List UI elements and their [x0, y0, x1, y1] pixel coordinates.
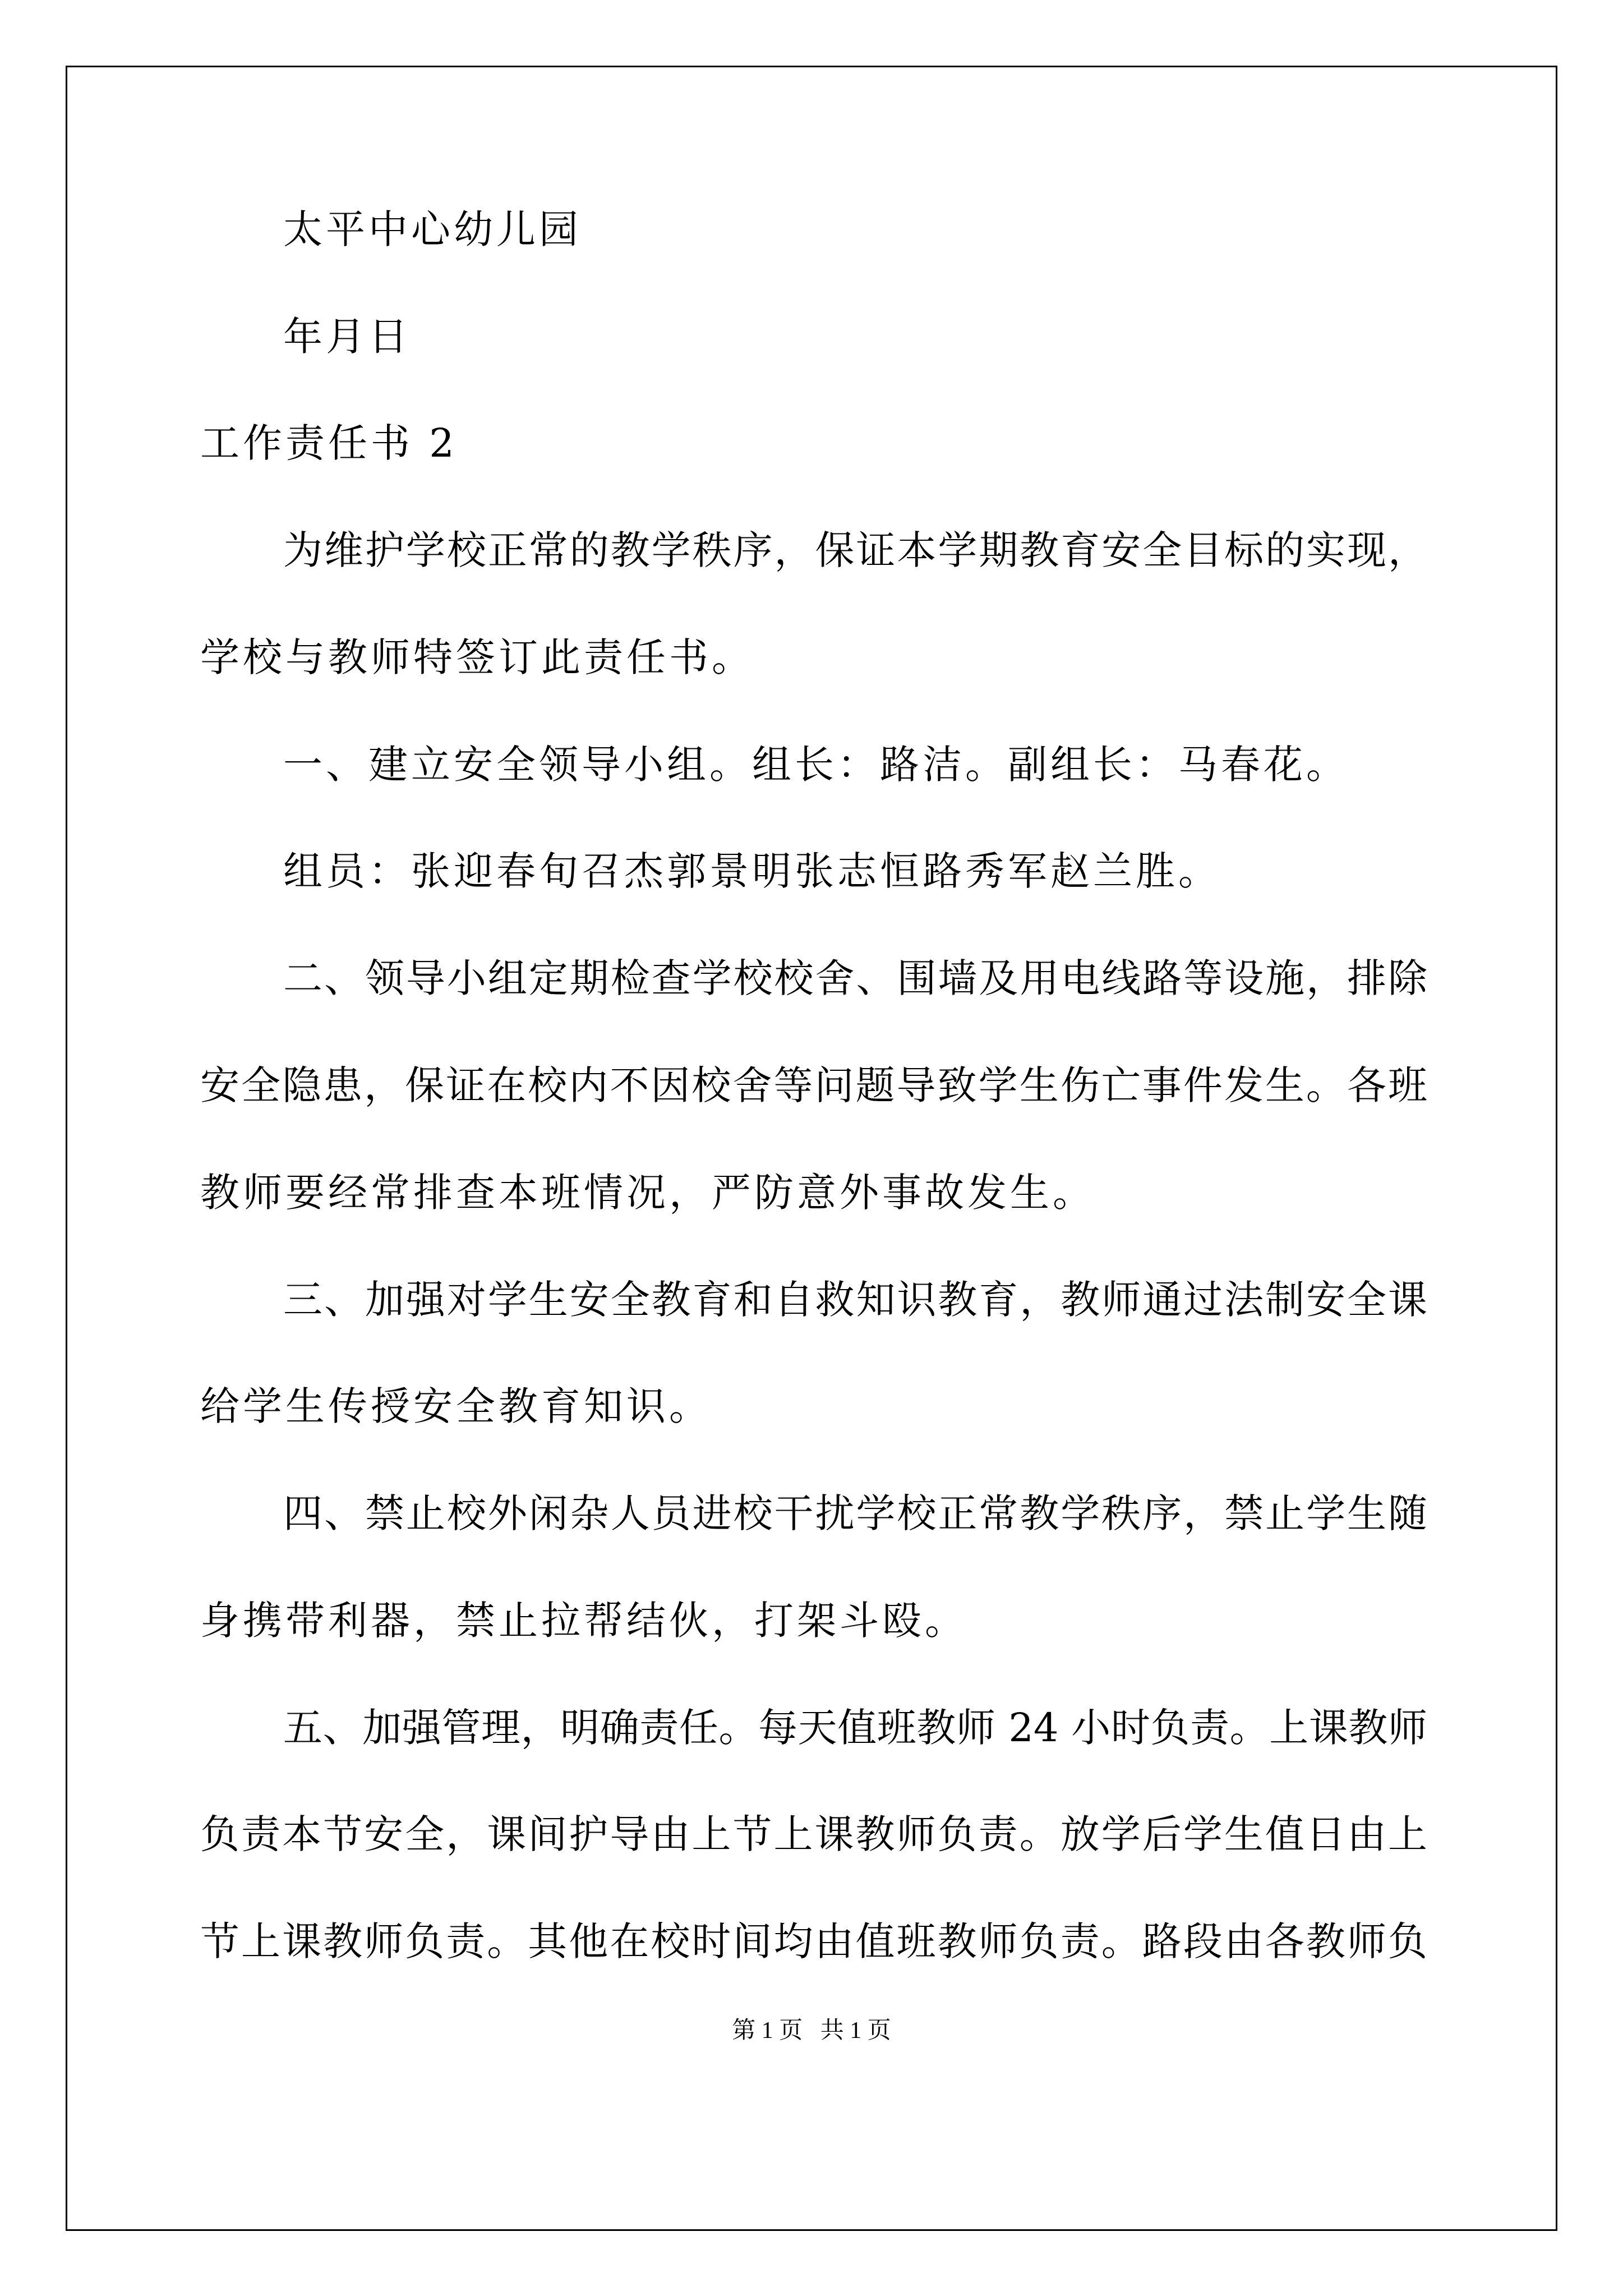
page-footer: 第 1 页 共 1 页: [732, 2018, 891, 2044]
page-border: [66, 66, 1557, 2231]
text-line: 二、领导小组定期检查学校校舍、围墙及用电线路等设施，排除: [283, 955, 1427, 1001]
text-line: 节上课教师负责。其他在校时间均由值班教师负责。路段由各教师负: [200, 1918, 1427, 1964]
section-title: 工作责任书 2: [200, 420, 458, 466]
org-name-line: 太平中心幼儿园: [283, 206, 582, 252]
text-line: 身携带利器，禁止拉帮结伙，打架斗殴。: [200, 1598, 967, 1644]
text-line: 组员：张迎春旬召杰郭景明张志恒路秀军赵兰胜。: [283, 848, 1221, 894]
text-line: 给学生传授安全教育知识。: [200, 1383, 712, 1429]
text-line: 学校与教师特签订此责任书。: [200, 634, 754, 680]
date-line: 年月日: [283, 314, 411, 360]
text-line: 三、加强对学生安全教育和自救知识教育，教师通过法制安全课: [283, 1277, 1427, 1323]
text-line: 负责本节安全，课间护导由上节上课教师负责。放学后学生值日由上: [200, 1811, 1427, 1857]
text-line: 一、建立安全领导小组。组长：路洁。副组长：马春花。: [283, 742, 1349, 788]
text-line: 四、禁止校外闲杂人员进校干扰学校正常教学秩序，禁止学生随: [283, 1490, 1427, 1536]
text-line: 安全隐患，保证在校内不因校舍等问题导致学生伤亡事件发生。各班: [200, 1062, 1427, 1108]
text-line: 为维护学校正常的教学秩序，保证本学期教育安全目标的实现，: [283, 527, 1427, 573]
text-line: 五、加强管理，明确责任。每天值班教师 24 小时负责。上课教师: [283, 1705, 1427, 1751]
text-line: 教师要经常排查本班情况，严防意外事故发生。: [200, 1170, 1095, 1216]
